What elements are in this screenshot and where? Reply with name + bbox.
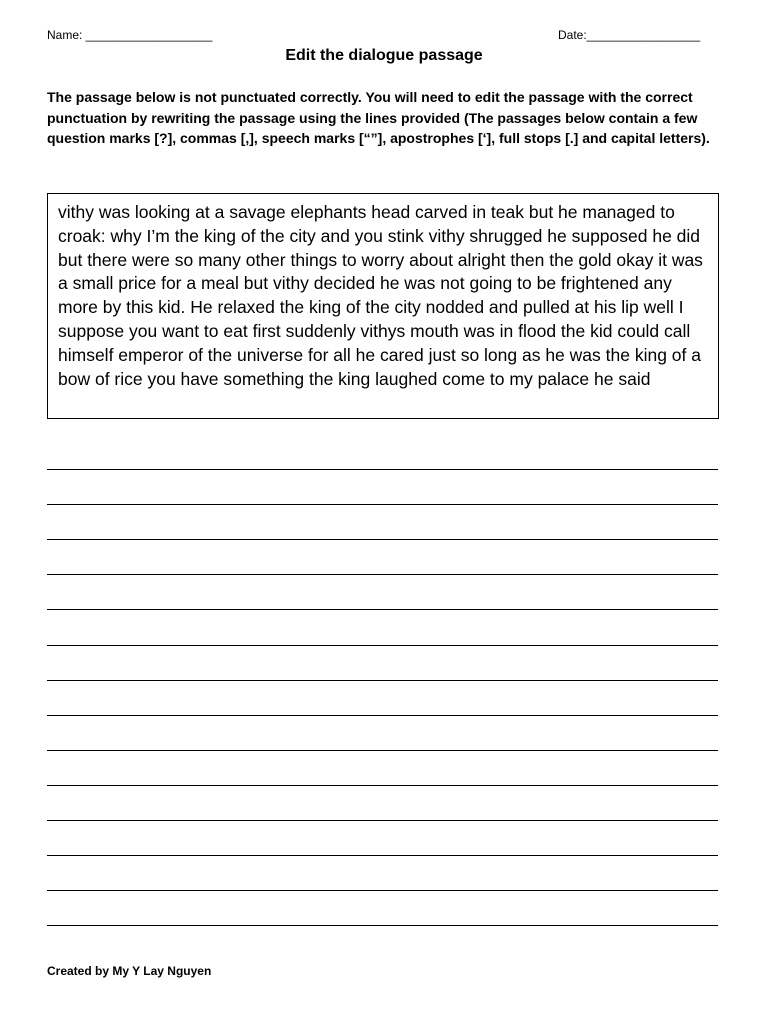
instructions-text: The passage below is not punctuated correctly. You will need to edit the passage with the correct punctuation by rewriting the passage using the lines provided (The passages below contain a few question marks [?], commas [,], speech marks [“”], apostrophes [‘], full stops [.] and capital letters). xyxy=(47,89,710,146)
name-field[interactable]: Name: ___________________ xyxy=(47,28,213,42)
answer-line[interactable] xyxy=(47,609,718,610)
answer-line[interactable] xyxy=(47,855,718,856)
page-title: Edit the dialogue passage xyxy=(285,47,483,64)
answer-line[interactable] xyxy=(47,750,718,751)
answer-line[interactable] xyxy=(47,890,718,891)
answer-line[interactable] xyxy=(47,469,718,470)
date-field[interactable]: Date:_________________ xyxy=(558,28,701,42)
answer-line[interactable] xyxy=(47,785,718,786)
answer-line[interactable] xyxy=(47,645,718,646)
answer-line[interactable] xyxy=(47,925,718,926)
footer-credit: Created by My Y Lay Nguyen xyxy=(47,964,212,978)
passage-box: vithy was looking at a savage elephants head carved in teak but he managed to croak: why I’m the king of the city and you stink vithy shrugged he supposed he did but there were so many other things to worry about alright then the gold okay it was a small price for a meal but vithy decided he was not going to be frightened any more by this kid. He relaxed the king of the city nodded and pulled at his lip well I suppose you want to eat first suddenly vithys mouth was in flood the kid could call himself emperor of the universe for all he cared just so long as he was the king of a bow of rice you have something the king laughed come to my palace he said xyxy=(47,193,719,419)
answer-line[interactable] xyxy=(47,680,718,681)
answer-line[interactable] xyxy=(47,539,718,540)
answer-line[interactable] xyxy=(47,715,718,716)
answer-line[interactable] xyxy=(47,574,718,575)
answer-line[interactable] xyxy=(47,504,718,505)
answer-line[interactable] xyxy=(47,820,718,821)
